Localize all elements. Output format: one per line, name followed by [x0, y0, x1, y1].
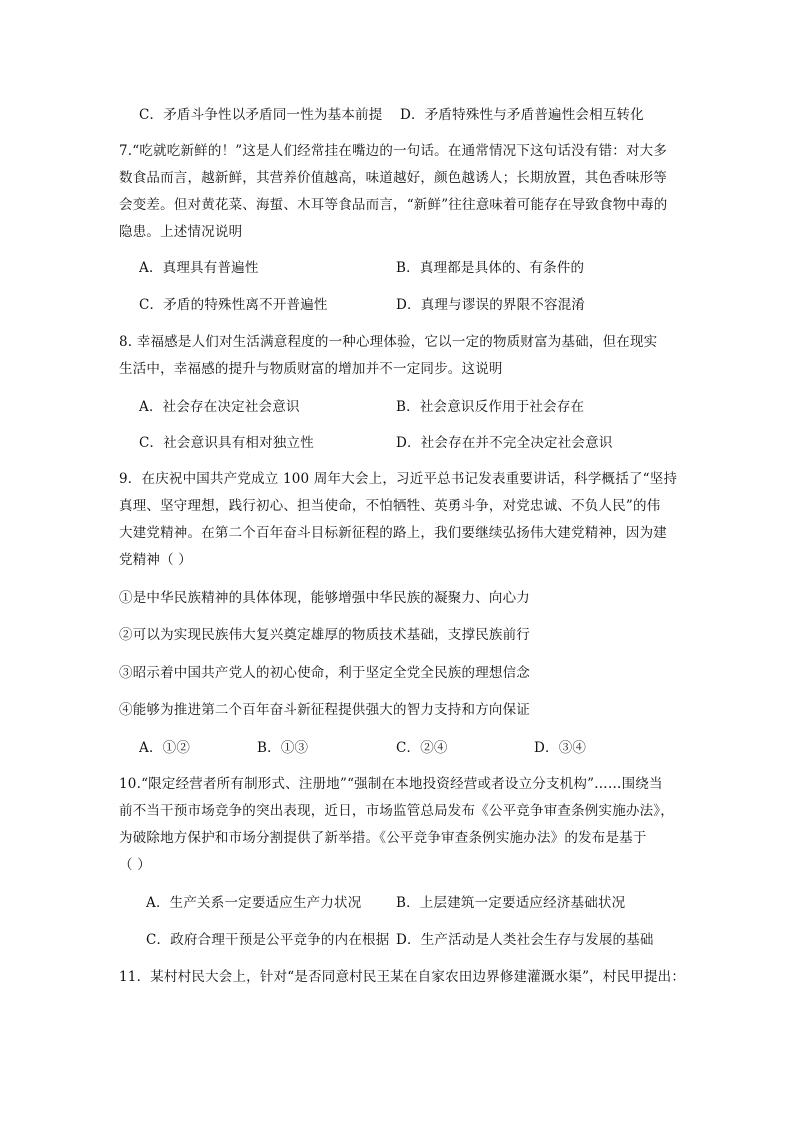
- q9-option-a: A．①②: [139, 740, 191, 756]
- q9-stem-line-3: 大建党精神。在第二个百年奋斗目标新征程的路上，我们要继续弘扬伟大建党精神，因为建: [119, 525, 667, 541]
- q9-stem-line-1: 9．在庆祝中国共产党成立 100 周年大会上，习近平总书记发表重要讲话，科学概括了“坚持: [119, 471, 678, 487]
- q6-option-d: D．矛盾特殊性与矛盾普遍性会相互转化: [400, 107, 644, 123]
- q9-statement-4: ④能够为推进第二个百年奋斗新征程提供强大的智力支持和方向保证: [119, 702, 530, 718]
- q10-stem-line-4: （ ）: [119, 857, 151, 873]
- q8-option-d: D．社会存在并不完全决定社会意识: [396, 435, 613, 451]
- q8-stem-line-1: 8. 幸福感是人们对生活满意程度的一种心理体验，它以一定的物质财富为基础，但在现实: [119, 334, 658, 350]
- q10-option-a: A．生产关系一定要适应生产力状况: [146, 895, 362, 911]
- q9-option-b: B．①③: [257, 740, 309, 756]
- q9-option-d: D．③④: [534, 740, 587, 756]
- q10-option-b: B．上层建筑一定要适应经济基础状况: [396, 895, 626, 911]
- q8-option-a: A．社会存在决定社会意识: [139, 399, 300, 415]
- q10-stem-line-3: 为破除地方保护和市场分割提供了新举措。《公平竞争审查条例实施办法》的发布是基于: [119, 830, 647, 846]
- q7-stem-line-2: 数食品而言，越新鲜，其营养价值越高，味道越好，颜色越诱人；长期放置，其色香味形等: [119, 170, 667, 186]
- q7-option-d: D．真理与谬误的界限不容混淆: [396, 297, 586, 313]
- q11-stem-line-1: 11．某村村民大会上，针对“是否同意村民王某在自家农田边界修建灌溉水渠”，村民甲提出：: [119, 969, 686, 985]
- q9-statement-2: ②可以为实现民族伟大复兴奠定雄厚的物质技术基础，支撑民族前行: [119, 627, 530, 643]
- q9-stem-line-4: 党精神（ ）: [119, 552, 192, 568]
- q8-option-b: B．社会意识反作用于社会存在: [396, 399, 585, 415]
- q9-statement-3: ③昭示着中国共产党人的初心使命，利于坚定全党全民族的理想信念: [119, 665, 530, 681]
- q7-option-a: A．真理具有普遍性: [139, 260, 259, 276]
- q9-option-c: C．②④: [396, 740, 448, 756]
- q8-stem-line-2: 生活中，幸福感的提升与物质财富的增加并不一定同步。这说明: [119, 361, 503, 377]
- q7-stem-line-4: 隐患。上述情况说明: [119, 224, 243, 240]
- q7-stem-line-3: 会变差。但对黄花菜、海蜇、木耳等食品而言，“新鲜”往往意味着可能存在导致食物中毒的: [119, 197, 668, 213]
- q9-statement-1: ①是中华民族精神的具体体现，能够增强中华民族的凝聚力、向心力: [119, 590, 530, 606]
- q7-stem-line-1: 7.“吃就吃新鲜的！”这是人们经常挂在嘴边的一句话。在通常情况下这句话没有错：对大多: [119, 143, 668, 159]
- q7-option-b: B．真理都是具体的、有条件的: [396, 260, 585, 276]
- q7-option-c: C．矛盾的特殊性离不开普遍性: [139, 297, 328, 313]
- q6-option-c: C．矛盾斗争性以矛盾同一性为基本前提: [139, 107, 383, 123]
- q10-option-c: C．政府合理干预是公平竞争的内在根据: [146, 932, 390, 948]
- q10-option-d: D．生产活动是人类社会生存与发展的基础: [396, 932, 654, 948]
- q10-stem-line-1: 10.“限定经营者所有制形式、注册地”“强制在本地投资经营或者设立分支机构”……围绕当: [119, 776, 663, 792]
- q9-stem-line-2: 真理、坚守理想，践行初心、担当使命，不怕牺牲、英勇斗争，对党忠诚、不负人民”的伟: [119, 498, 661, 514]
- q8-option-c: C．社会意识具有相对独立性: [139, 435, 314, 451]
- q10-stem-line-2: 前不当干预市场竞争的突出表现，近日，市场监管总局发布《公平竞争审查条例实施办法》，: [119, 803, 674, 819]
